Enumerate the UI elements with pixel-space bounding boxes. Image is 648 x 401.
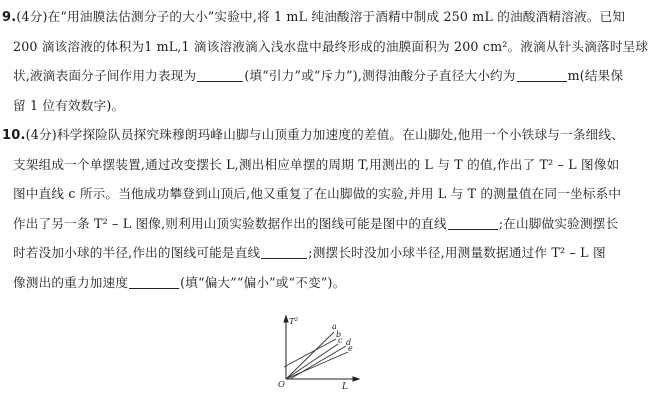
q10-text-5b: ;测摆长时没加小球半径,用测量数据通过作 T² – L 图 <box>308 245 606 260</box>
y-axis-label: T² <box>289 317 299 327</box>
question-9 <box>0 2 648 120</box>
answer-blank[interactable] <box>129 274 179 289</box>
line-e <box>286 352 348 379</box>
q10-text-4a: 作出了另一条 T² – L 图像,则利用山顶实验数据作出的图线可能是图中的直线 <box>13 215 447 231</box>
q9-number: 9. <box>2 10 17 25</box>
q9-text-3c: m(结果保 <box>567 68 624 83</box>
q10-text-5a: 时若没加小球的半径,作出的图线可能是直线 <box>13 245 261 260</box>
line-c-label: c <box>338 336 343 345</box>
answer-blank[interactable] <box>197 67 243 82</box>
q10-line-5 <box>0 238 614 268</box>
x-axis-label: L <box>342 382 348 392</box>
q10-line-3: 图中直线 c 所示。当他成功攀登到山顶后,他又重复了在山脚做的实验,并用 L 与 T 的测量值在同一坐标系中 <box>13 186 622 201</box>
q10-line-2: 支架组成一个单摆装置,通过改变摆长 L,测出相应单摆的周期 T,用测出的 L 与 T 的值,作出了 T² – L 图像如 <box>13 156 620 172</box>
q10-text-6b: (填“偏大”“偏小”或“不变”)。 <box>180 274 346 290</box>
x-axis-arrow <box>353 377 359 381</box>
origin-label: O <box>278 380 285 390</box>
answer-blank[interactable] <box>448 215 498 230</box>
q9-line-4: 留 1 位有效数字)。 <box>13 97 125 113</box>
y-axis-arrow <box>284 316 288 322</box>
q9-text-1: (4分)在“用油膜法估测分子的大小”实验中,将 1 mL 纯油酸溶于酒精中制成 250 mL 的油酸酒精溶液。已知 <box>16 9 626 24</box>
answer-blank[interactable] <box>517 67 567 82</box>
q10-text-6a: 像测出的重力加速度 <box>13 274 129 290</box>
answer-blank[interactable] <box>261 244 307 259</box>
line-a-label: a <box>332 322 337 331</box>
q9-text-3b: (填“引力”或“斥力”),测得油酸分子直径大小约为 <box>244 68 516 83</box>
q10-text-4b: ;在山脚做实验测摆长 <box>498 215 619 231</box>
question-10 <box>0 120 625 297</box>
line-e-label: e <box>348 344 353 353</box>
q10-number: 10. <box>2 128 26 143</box>
q10-line-1 <box>0 120 625 150</box>
t2-l-graph <box>276 313 366 399</box>
q10-text-1: (4分)科学探险队员探究珠穆朗玛峰山脚与山顶重力加速度的差值。在山脚处,他用一个小铁球与一条细线、 <box>25 127 625 142</box>
line-b-label: b <box>336 330 342 339</box>
q9-line-2: 200 滴该溶液的体积为1 mL,1 滴该溶液滴入浅水盘中最终形成的油膜面积为 200 cm²。液滴从针头滴落时呈球 <box>13 38 648 54</box>
line-a <box>286 332 334 379</box>
q9-text-3a: 状,液滴表面分子间作用力表现为 <box>13 68 197 83</box>
q10-line-4 <box>0 209 619 239</box>
q9-line-3 <box>0 61 624 91</box>
graph-svg <box>276 313 366 399</box>
q10-line-6 <box>0 268 614 298</box>
q9-line-1 <box>0 2 626 32</box>
line-d-label: d <box>346 338 352 347</box>
